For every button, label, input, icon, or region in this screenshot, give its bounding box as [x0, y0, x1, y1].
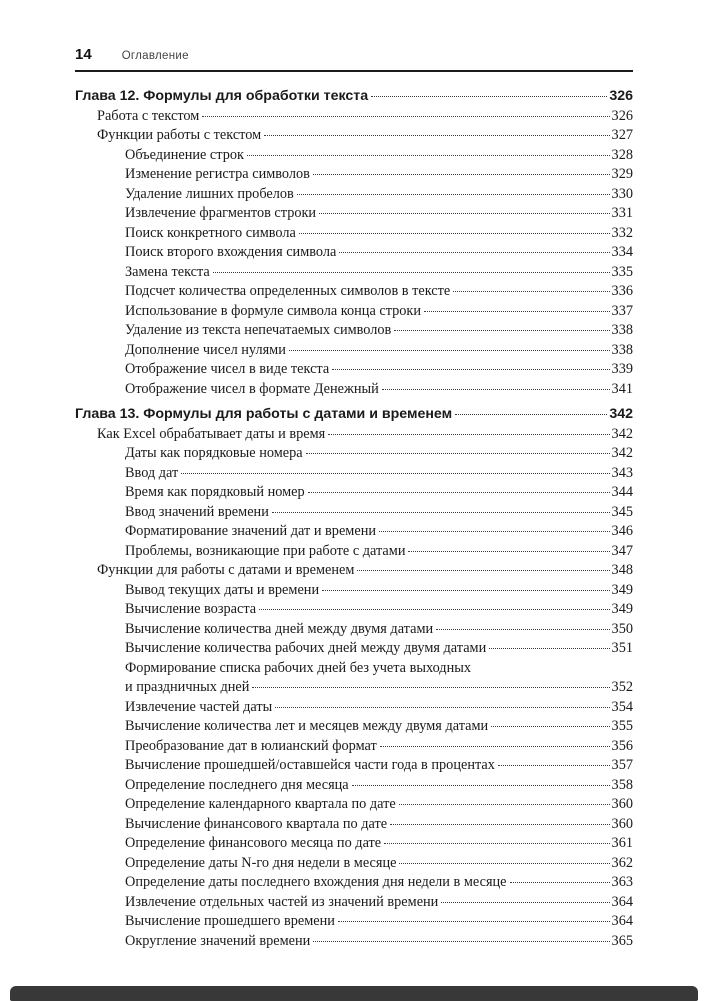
toc-entry	[75, 795, 633, 815]
toc-entry-text: Объединение строк	[125, 146, 244, 163]
toc-entry-line	[75, 522, 633, 542]
toc-entry-page: 339	[611, 361, 633, 377]
toc-entry	[75, 380, 633, 400]
toc-entry-page: 334	[611, 244, 633, 260]
toc-entry-line	[75, 873, 633, 893]
toc-entry-line	[75, 425, 633, 445]
toc-entry-text: Определение финансового месяца по дате	[125, 835, 382, 851]
toc-entry-text: Вывод текущих даты и времени	[125, 581, 320, 598]
toc-entry-text: Определение последнего дня месяца	[125, 776, 349, 793]
toc-entry-text: Как Excel обрабатывает даты и время	[97, 425, 326, 442]
toc-entry-line	[75, 360, 633, 380]
toc-entry-line	[75, 224, 633, 244]
toc-entry-text: Определение даты последнего вхождения дня недели в месяце	[125, 874, 507, 890]
toc-entry	[75, 756, 633, 776]
toc-entry-line	[75, 444, 633, 464]
toc-entry-line	[75, 126, 633, 146]
toc-entry-text: Вычисление количества дней между двумя датами	[125, 620, 434, 637]
toc-entry	[75, 302, 633, 322]
toc-entry-text: Функции работы с текстом	[97, 127, 262, 143]
toc-entry-page: 357	[611, 757, 633, 773]
toc-entry-page: 351	[611, 640, 633, 656]
toc-entry-text: Определение даты N-го дня недели в месяце	[125, 854, 397, 871]
toc-entry-text: Вычисление прошедшей/оставшейся части года в процентах	[125, 757, 495, 773]
toc-entry	[75, 483, 633, 503]
toc-entry-text: Определение календарного квартала по дате	[125, 796, 396, 812]
toc-entry-line	[75, 795, 633, 815]
page-header	[75, 46, 633, 72]
toc-entry-text: и праздничных дней	[125, 679, 250, 695]
toc-entry-text: Дополнение чисел нулями	[125, 341, 286, 358]
toc-entry-line	[75, 483, 633, 503]
toc-entry	[75, 146, 633, 166]
toc-entry-line	[75, 464, 633, 484]
toc-entry-page: 326	[609, 88, 633, 104]
toc-entry-page: 341	[611, 380, 633, 397]
toc-entry	[75, 243, 633, 263]
toc-entry-line	[75, 678, 633, 698]
toc-entry-page: 342	[609, 406, 633, 422]
toc-entry-line	[75, 165, 633, 185]
toc-entry-page: 350	[611, 620, 633, 637]
toc-entry-line	[75, 405, 633, 425]
toc-entry-text: Формирование списка рабочих дней без учета выходных	[125, 659, 471, 676]
toc-entry-text: Глава 12. Формулы для обработки текста	[75, 88, 369, 104]
toc-entry	[75, 542, 633, 562]
toc-entry-text: Поиск конкретного символа	[125, 224, 296, 241]
toc-entry	[75, 561, 633, 581]
toc-entry-text: Отображение чисел в формате Денежный	[125, 380, 379, 397]
toc-entry-page: 330	[611, 185, 633, 202]
toc-entry-line	[75, 321, 633, 341]
toc-entry	[75, 282, 633, 302]
toc-entry	[75, 165, 633, 185]
toc-entry-text: Удаление из текста непечатаемых символов	[125, 322, 392, 338]
toc-entry-line	[75, 263, 633, 283]
toc-entry	[75, 600, 633, 620]
toc-entry-text: Поиск второго вхождения символа	[125, 244, 337, 260]
table-of-contents	[75, 87, 633, 951]
toc-entry-line	[75, 204, 633, 224]
toc-entry-text: Форматирование значений дат и времени	[125, 523, 376, 539]
toc-entry-line	[75, 380, 633, 400]
toc-entry-line	[75, 834, 633, 854]
toc-entry-page: 363	[611, 874, 633, 890]
toc-entry-line	[75, 912, 633, 932]
toc-entry-page: 348	[611, 562, 633, 578]
toc-entry-page: 361	[611, 835, 633, 851]
toc-entry-page: 331	[611, 205, 633, 221]
toc-entry-line	[75, 87, 633, 107]
toc-entry-page: 360	[611, 815, 633, 832]
toc-entry-page: 342	[611, 425, 633, 442]
toc-entry-text: Работа с текстом	[97, 107, 200, 124]
toc-entry	[75, 893, 633, 913]
toc-entry-page: 338	[611, 322, 633, 338]
toc-entry	[75, 321, 633, 341]
toc-entry	[75, 698, 633, 718]
toc-entry	[75, 522, 633, 542]
toc-entry	[75, 620, 633, 640]
toc-entry-line	[75, 107, 633, 127]
toc-entry	[75, 776, 633, 796]
toc-entry	[75, 464, 633, 484]
toc-entry-page: 349	[611, 581, 633, 598]
toc-entry	[75, 444, 633, 464]
toc-entry-text: Глава 13. Формулы для работы с датами и временем	[75, 406, 453, 422]
toc-entry	[75, 503, 633, 523]
toc-entry-text: Извлечение фрагментов строки	[125, 205, 317, 221]
toc-entry	[75, 360, 633, 380]
toc-entry-page: 327	[611, 127, 633, 143]
toc-entry	[75, 107, 633, 127]
toc-entry-line	[75, 737, 633, 757]
toc-entry-line	[75, 146, 633, 166]
toc-entry-line	[75, 302, 633, 322]
toc-entry-page: 365	[611, 932, 633, 949]
toc-entry-page: 364	[611, 913, 633, 929]
page-edge-bar	[10, 986, 698, 1001]
toc-entry	[75, 425, 633, 445]
toc-entry-line	[75, 503, 633, 523]
toc-entry-text: Вычисление количества рабочих дней между двумя датами	[125, 640, 487, 656]
toc-entry-line	[75, 815, 633, 835]
header-title: Оглавление	[121, 50, 189, 62]
toc-entry-page: 335	[611, 263, 633, 280]
toc-entry-text: Использование в формуле символа конца строки	[125, 302, 422, 319]
toc-entry-text: Удаление лишних пробелов	[125, 185, 294, 202]
toc-entry-text: Замена текста	[125, 263, 210, 280]
toc-entry-line	[75, 581, 633, 601]
toc-entry-text: Изменение регистра символов	[125, 166, 310, 182]
toc-entry-line	[75, 717, 633, 737]
toc-entry-line	[75, 776, 633, 796]
toc-entry-line	[75, 756, 633, 776]
toc-entry-line	[75, 185, 633, 205]
toc-entry-line	[75, 600, 633, 620]
toc-entry	[75, 932, 633, 952]
toc-entry-line	[75, 893, 633, 913]
toc-entry-text: Даты как порядковые номера	[125, 445, 303, 461]
toc-entry	[75, 581, 633, 601]
toc-entry-page: 342	[611, 445, 633, 461]
toc-entry-page: 358	[611, 776, 633, 793]
toc-entry-page: 346	[611, 523, 633, 539]
toc-entry-page: 337	[611, 302, 633, 319]
toc-entry	[75, 341, 633, 361]
toc-entry-page: 356	[611, 737, 633, 754]
toc-entry-line	[75, 282, 633, 302]
toc-entry	[75, 639, 633, 659]
toc-entry-text: Вычисление количества лет и месяцев между двумя датами	[125, 718, 489, 734]
toc-entry-line	[75, 620, 633, 640]
toc-entry	[75, 224, 633, 244]
toc-entry-page: 352	[611, 679, 633, 695]
toc-entry-line	[75, 639, 633, 659]
toc-entry-text: Ввод значений времени	[125, 503, 269, 520]
toc-entry-text: Проблемы, возникающие при работе с датами	[125, 542, 406, 559]
toc-entry-page: 345	[611, 503, 633, 520]
toc-entry-page: 354	[611, 698, 633, 715]
toc-entry-line	[75, 698, 633, 718]
toc-entry-page: 355	[611, 718, 633, 734]
toc-entry-line	[75, 341, 633, 361]
toc-chapter-entry	[75, 87, 633, 107]
toc-entry-text: Вычисление прошедшего времени	[125, 913, 335, 929]
toc-entry	[75, 185, 633, 205]
toc-entry-text: Преобразование дат в юлианский формат	[125, 737, 377, 754]
toc-entry	[75, 737, 633, 757]
toc-entry-page: 332	[611, 224, 633, 241]
toc-entry-page: 349	[611, 601, 633, 617]
toc-entry	[75, 854, 633, 874]
toc-entry-page: 326	[611, 107, 633, 124]
toc-entry-page: 336	[611, 283, 633, 299]
page-content	[75, 46, 633, 951]
toc-entry-text: Округление значений времени	[125, 932, 311, 949]
toc-entry-text: Время как порядковый номер	[125, 484, 305, 500]
toc-entry-page: 364	[611, 893, 633, 910]
toc-entry-text: Вычисление финансового квартала по дате	[125, 815, 388, 832]
toc-entry-text: Извлечение частей даты	[125, 698, 273, 715]
toc-entry-text: Извлечение отдельных частей из значений времени	[125, 893, 439, 910]
toc-entry	[75, 717, 633, 737]
toc-entry-page: 343	[611, 464, 633, 481]
page-number: 14	[75, 46, 92, 63]
toc-entry-line	[75, 854, 633, 874]
toc-entry-page: 362	[611, 854, 633, 871]
toc-entry-line	[75, 243, 633, 263]
toc-entry	[75, 912, 633, 932]
toc-entry-line	[75, 561, 633, 581]
toc-entry-line	[75, 542, 633, 562]
toc-entry-page: 360	[611, 796, 633, 812]
toc-entry	[75, 873, 633, 893]
toc-entry-page: 329	[611, 166, 633, 182]
toc-entry	[75, 834, 633, 854]
toc-entry	[75, 659, 633, 698]
toc-entry	[75, 126, 633, 146]
toc-entry-page: 338	[611, 341, 633, 358]
toc-entry-text: Вычисление возраста	[125, 601, 257, 617]
toc-chapter-entry	[75, 405, 633, 425]
toc-entry	[75, 815, 633, 835]
toc-entry-text: Ввод дат	[125, 464, 179, 481]
toc-entry-text: Функции для работы с датами и временем	[97, 562, 355, 578]
toc-entry-line	[75, 932, 633, 952]
toc-entry-text: Подсчет количества определенных символов в тексте	[125, 283, 451, 299]
toc-entry	[75, 263, 633, 283]
toc-entry	[75, 204, 633, 224]
toc-entry-page: 347	[611, 542, 633, 559]
toc-entry-text: Отображение чисел в виде текста	[125, 361, 330, 377]
toc-entry-page: 328	[611, 146, 633, 163]
toc-entry-page: 344	[611, 484, 633, 500]
